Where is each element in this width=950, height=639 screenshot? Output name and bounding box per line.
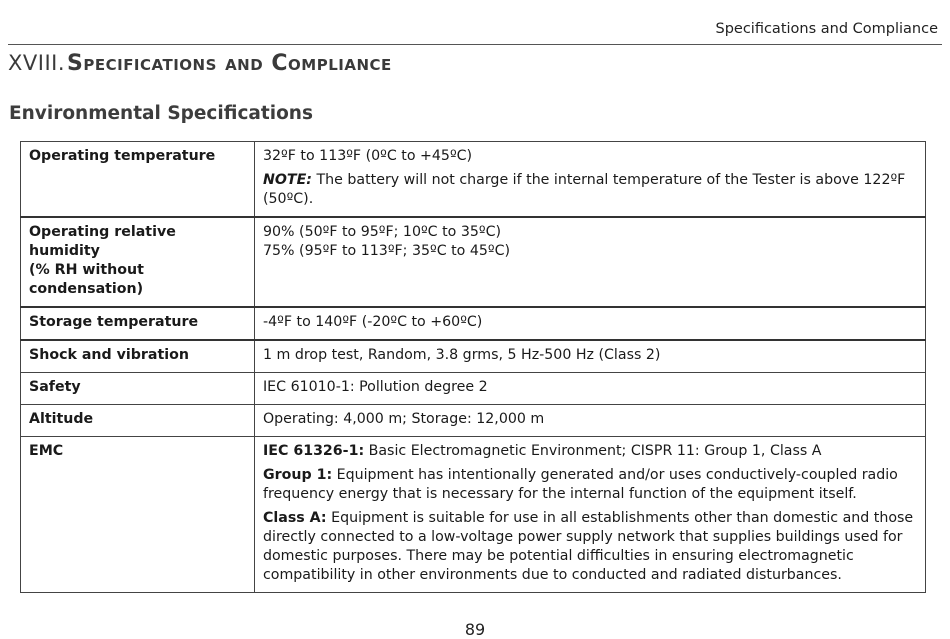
table-row-storage-temperature — [21, 307, 926, 340]
spec-label-line: Operating relative humidity — [29, 224, 176, 259]
emc-group-label: Group 1: — [263, 467, 333, 483]
spec-label: Safety — [21, 373, 255, 405]
header-divider — [8, 44, 942, 45]
chapter-title-word-1: Specifications — [67, 51, 217, 76]
section-title: Environmental Specifications — [9, 103, 313, 124]
note — [263, 171, 917, 209]
emc-standard-label: IEC 61326-1: — [263, 443, 365, 459]
spec-label: Operating temperature — [21, 142, 255, 218]
spec-value-line: 75% (95ºF to 113ºF; 35ºC to 45ºC) — [263, 243, 511, 259]
emc-standard — [263, 442, 917, 461]
spec-value: -4ºF to 140ºF (-20ºC to +60ºC) — [255, 307, 926, 340]
emc-class-label: Class A: — [263, 510, 327, 526]
environmental-specs-table — [20, 141, 926, 593]
spec-label: EMC — [21, 437, 255, 593]
table-row-shock-vibration — [21, 340, 926, 373]
spec-value: IEC 61010-1: Pollution degree 2 — [255, 373, 926, 405]
spec-value-line: 90% (50ºF to 95ºF; 10ºC to 35ºC) — [263, 224, 502, 240]
emc-class-text: Equipment is suitable for use in all establishments other than domestic and those directly connected to a low-voltage power supply network that supplies buildings used for domestic purposes. There may be potential difficulties in ensuring electromagnetic compatibility in other environments due to conducted and radiated disturbances. — [263, 510, 914, 583]
emc-group-text: Equipment has intentionally generated and/or uses conductively-coupled radio frequency energy that is necessary for the internal function of the equipment itself. — [263, 467, 898, 502]
chapter-number: XVIII. — [8, 51, 66, 75]
spec-label-line: (% RH without condensation) — [29, 262, 144, 297]
spec-value: Operating: 4,000 m; Storage: 12,000 m — [255, 405, 926, 437]
chapter-title-word-2: and — [225, 51, 264, 76]
table-row-humidity — [21, 217, 926, 307]
emc-class — [263, 509, 917, 585]
spec-label: Storage temperature — [21, 307, 255, 340]
table-row-emc — [21, 437, 926, 593]
table-row-safety — [21, 373, 926, 405]
chapter-title — [8, 51, 392, 76]
page-number: 89 — [464, 620, 486, 639]
table-row-altitude — [21, 405, 926, 437]
spec-label: Altitude — [21, 405, 255, 437]
spec-value — [255, 142, 926, 218]
chapter-title-word-3: Compliance — [271, 51, 392, 76]
spec-value — [255, 437, 926, 593]
table-row-operating-temperature — [21, 142, 926, 218]
spec-value — [255, 217, 926, 307]
running-header: Specifications and Compliance — [715, 21, 938, 37]
spec-label — [21, 217, 255, 307]
note-label: NOTE: — [263, 172, 312, 188]
spec-value-text: 32ºF to 113ºF (0ºC to +45ºC) — [263, 148, 473, 164]
spec-value: 1 m drop test, Random, 3.8 grms, 5 Hz-500 Hz (Class 2) — [255, 340, 926, 373]
spec-label: Shock and vibration — [21, 340, 255, 373]
emc-standard-text: Basic Electromagnetic Environment; CISPR 11: Group 1, Class A — [364, 443, 822, 459]
note-text: The battery will not charge if the internal temperature of the Tester is above 122ºF (50ºC). — [263, 172, 906, 207]
emc-group — [263, 466, 917, 504]
